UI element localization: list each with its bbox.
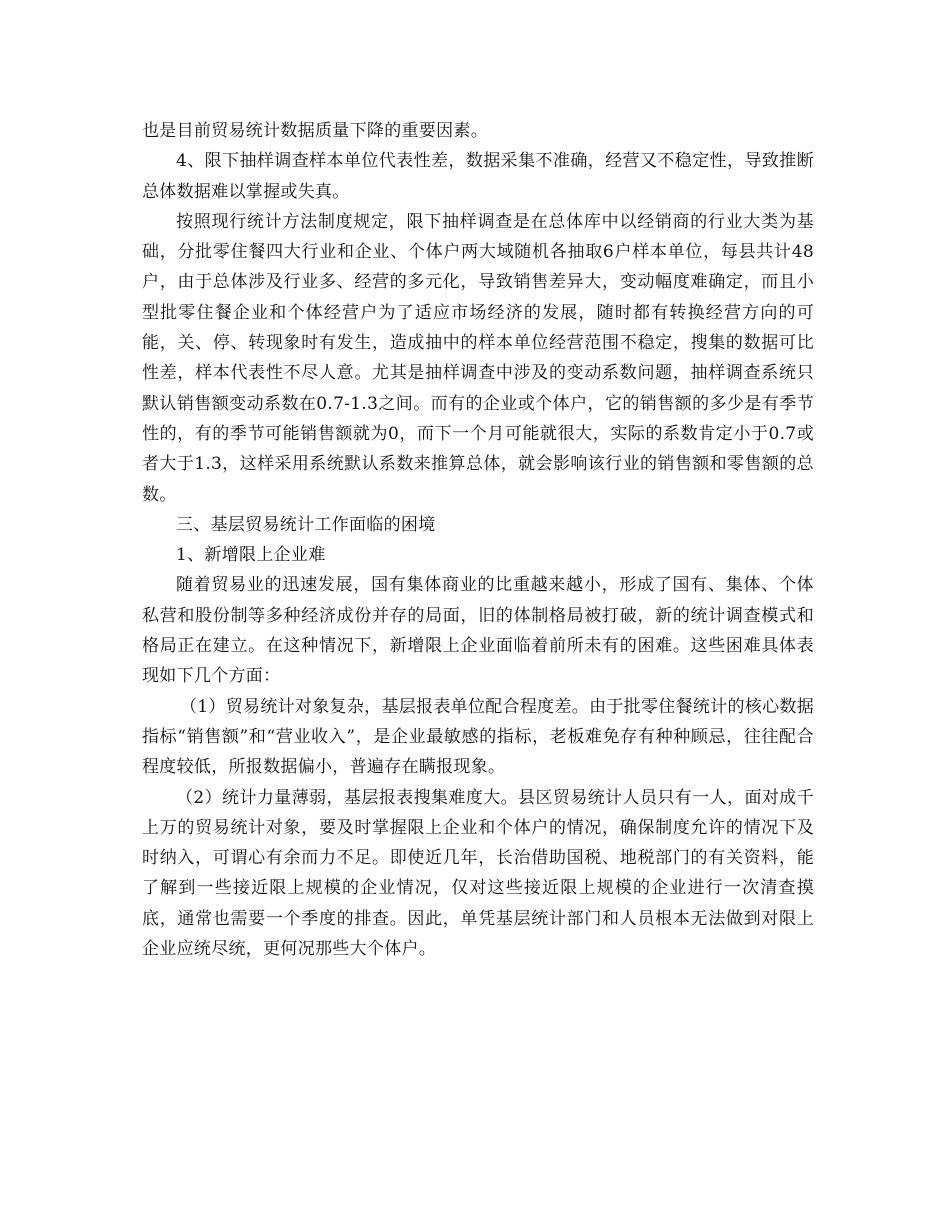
section-heading-3: 三、基层贸易统计工作面临的困境 xyxy=(176,514,436,535)
subsection-heading-1: 1、新增限上企业难 xyxy=(176,545,326,566)
document-page xyxy=(142,116,814,964)
paragraph-continuation: 也是目前贸易统计数据质量下降的重要因素。 xyxy=(142,121,488,141)
paragraph-item-4: 4、限下抽样调查样本单位代表性差，数据采集不准确，经营又不稳定性，导致推断总体数据难以掌握或失真。 xyxy=(142,151,814,202)
paragraph-point-2: （2）统计力量薄弱，基层报表搜集难度大。县区贸易统计人员只有一人，面对成千上万的贸易统计对象，要及时掌握限上企业和个体户的情况，确保制度允许的情况下及时纳入，可谓心有余而力不足。即使近几年，长治借助国税、地税部门的有关资料，能了解到一些接近限上规模的企业情况，仅对这些接近限上规模的企业进行一次清查摸底，通常也需要一个季度的排查。因此，单凭基层统计部门和人员根本无法做到对限上企业应统尽统，更何况那些大个体户。 xyxy=(142,787,814,960)
paragraph-trade-development: 随着贸易业的迅速发展，国有集体商业的比重越来越小，形成了国有、集体、个体私营和股份制等多种经济成份并存的局面，旧的体制格局被打破，新的统计调查模式和格局正在建立。在这种情况下，新增限上企业面临着前所未有的困难。这些困难具体表现如下几个方面： xyxy=(142,575,814,687)
paragraph-sampling-method: 按照现行统计方法制度规定，限下抽样调查是在总体库中以经销商的行业大类为基础，分批零住餐四大行业和企业、个体户两大域随机各抽取6户样本单位，每县共计48户，由于总体涉及行业多、经营的多元化，导致销售差异大，变动幅度难确定，而且小型批零住餐企业和个体经营户为了适应市场经济的发展，随时都有转换经营方向的可能，关、停、转现象时有发生，造成抽中的样本单位经营范围不稳定，搜集的数据可比性差，样本代表性不尽人意。尤其是抽样调查中涉及的变动系数问题，抽样调查系统只默认销售额变动系数在0.7-1.3之间。而有的企业或个体户，它的销售额的多少是有季节性的，有的季节可能销售额就为0，而下一个月可能就很大，实际的系数肯定小于0.7或者大于1.3，这样采用系统默认系数来推算总体，就会影响该行业的销售额和零售额的总数。 xyxy=(142,211,814,505)
paragraph-point-1: （1）贸易统计对象复杂，基层报表单位配合程度差。由于批零住餐统计的核心数据指标“销售额”和“营业收入”，是企业最敏感的指标，老板难免存有种种顾忌，往往配合程度较低，所报数据偏小，普遍存在瞒报现象。 xyxy=(142,696,814,778)
